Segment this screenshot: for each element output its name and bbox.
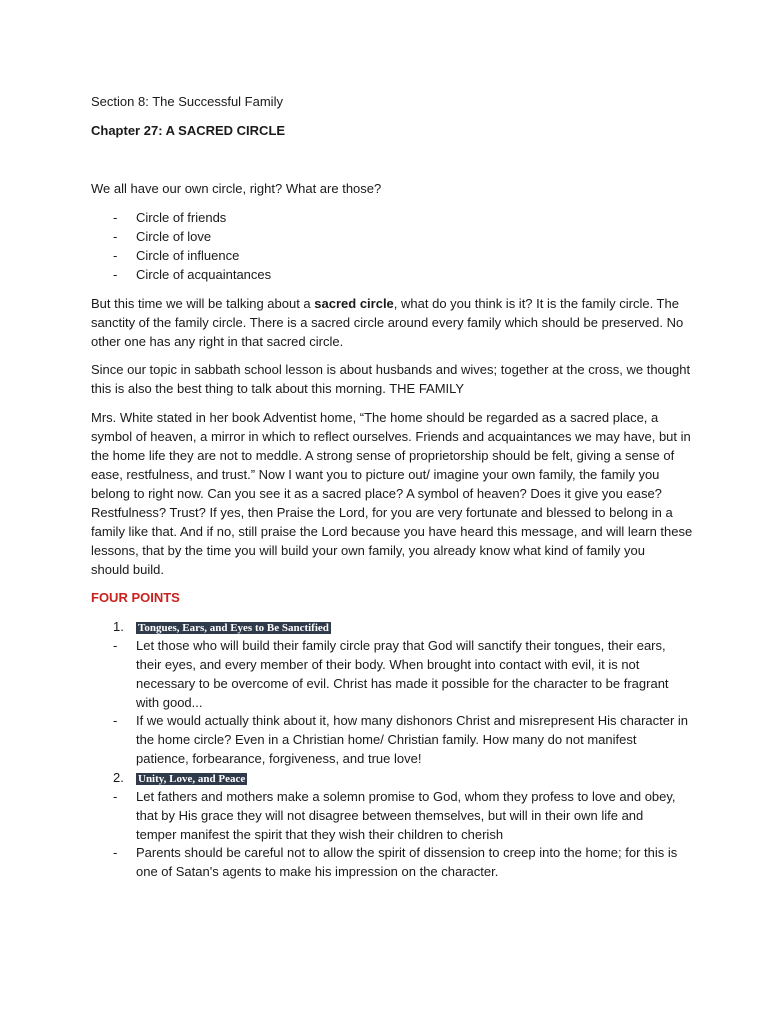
paragraph-line: But this time we will be talking about a sacred circle, what do you think is it? It is the family circle. The: [91, 296, 679, 311]
bullet-line: their eyes, and every member of their body. When brought into contact with evil, it is not: [136, 657, 640, 672]
point-title: [136, 618, 331, 637]
bullet-line: Let fathers and mothers make a solemn promise to God, whom they profess to love and obey,: [136, 789, 676, 804]
bullet-line: necessary to be overcome of evil. Christ has made it possible for the character to be fragrant: [136, 676, 669, 691]
paragraph-line: Since our topic in sabbath school lesson is about husbands and wives; together at the cross, we thought: [91, 362, 691, 377]
bullet-line: temper manifest the spirit that they wish their children to cherish: [136, 827, 504, 842]
list-bullet: -: [113, 638, 118, 653]
paragraph-line: symbol of heaven, a mirror in which to reflect ourselves. Friends and acquaintances we may have, but in: [91, 429, 691, 444]
paragraph-line: should build.: [91, 562, 164, 577]
four-points-heading: FOUR POINTS: [91, 590, 180, 605]
list-item: Circle of influence: [136, 248, 240, 263]
section-title: Section 8: The Successful Family: [91, 94, 283, 109]
paragraph-line: belong to right now. Can you see it as a sacred place? A symbol of heaven? Does it give you ease?: [91, 486, 662, 501]
bullet-line: patience, forbearance, forgiveness, and true love!: [136, 751, 422, 766]
bullet-line: If we would actually think about it, how many dishonors Christ and misrepresent His character in: [136, 713, 689, 728]
paragraph-line: this is also the best thing to talk about this morning. THE FAMILY: [91, 381, 465, 396]
list-bullet: -: [113, 229, 118, 244]
bullet-line: with good...: [136, 695, 203, 710]
paragraph-line: sanctity of the family circle. There is a sacred circle around every family which should be preserved. No: [91, 315, 684, 330]
bullet-line: one of Satan's agents to make his impression on the character.: [136, 864, 499, 879]
list-bullet: -: [113, 713, 118, 728]
list-item: Circle of friends: [136, 210, 227, 225]
intro-question: We all have our own circle, right? What are those?: [91, 181, 382, 196]
bullet-line: Let those who will build their family circle pray that God will sanctify their tongues, their ears,: [136, 638, 666, 653]
point-number: 1.: [113, 619, 124, 634]
list-bullet: -: [113, 789, 118, 804]
paragraph-line: ease, restfulness, and trust.” Now I want you to picture out/ imagine your own family, the family you: [91, 467, 660, 482]
paragraph-line: other one has any right in that sacred circle.: [91, 334, 344, 349]
paragraph-line: Restfulness? Trust? If yes, then Praise the Lord, for you are very fortunate and blessed to belong in a: [91, 505, 673, 520]
bullet-line: the home circle? Even in a Christian home/ Christian family. How many do not manifest: [136, 732, 637, 747]
point-title-highlight: Tongues, Ears, and Eyes to Be Sanctified: [138, 622, 329, 634]
sacred-circle-emphasis: sacred circle: [314, 296, 394, 311]
paragraph-line: lessons, that by the time you will build your own family, you already know what kind of family you: [91, 543, 645, 558]
paragraph-line: Mrs. White stated in her book Adventist home, “The home should be regarded as a sacred place, a: [91, 410, 659, 425]
point-number: 2.: [113, 770, 124, 785]
list-bullet: -: [113, 248, 118, 263]
point-title: [136, 769, 247, 788]
bullet-line: that by His grace they will not disagree between themselves, but will in their own life and: [136, 808, 644, 823]
list-bullet: -: [113, 267, 118, 282]
paragraph-line: family like that. And if no, still praise the Lord because you have heard this message, and will learn these: [91, 524, 693, 539]
paragraph-line: the home life they are not to meddle. A strong sense of proprietorship should be felt, giving a sense of: [91, 448, 675, 463]
list-item: Circle of love: [136, 229, 212, 244]
bullet-line: Parents should be careful not to allow the spirit of dissension to creep into the home; for this is: [136, 845, 678, 860]
list-item: Circle of acquaintances: [136, 267, 272, 282]
list-bullet: -: [113, 845, 118, 860]
list-bullet: -: [113, 210, 118, 225]
point-title-highlight: Unity, Love, and Peace: [138, 773, 246, 785]
chapter-title: Chapter 27: A SACRED CIRCLE: [91, 123, 286, 138]
